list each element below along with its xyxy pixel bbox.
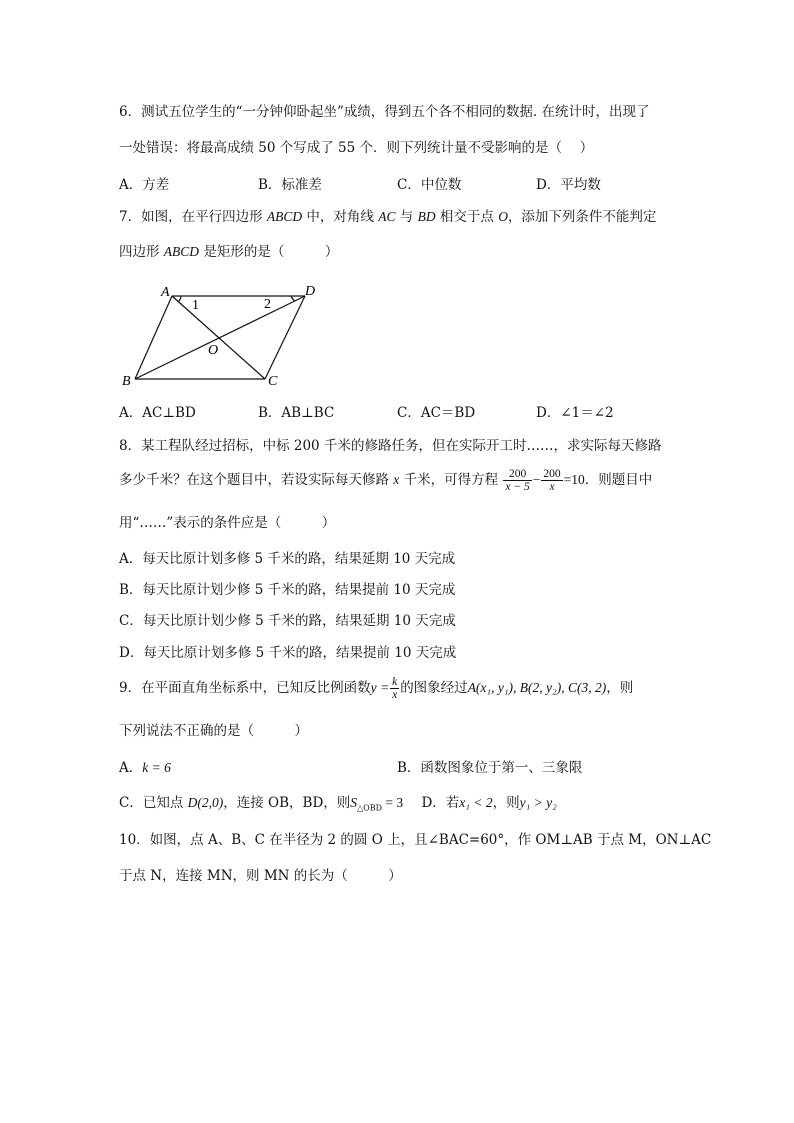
q8-option-d: D．每天比原计划多修 5 千米的路，结果提前 10 天完成 [119, 645, 457, 661]
q7-abcd: ABCD [163, 244, 200, 259]
label-angle1: 1 [192, 298, 199, 313]
q6-option-a: A．方差 [119, 177, 170, 193]
label-c: C [268, 374, 278, 389]
q7-text: 四边形 [119, 244, 164, 260]
q9-stem-line1 [119, 672, 633, 704]
q7-stem-line1 [119, 207, 656, 227]
q9-fraction-k-over-x [390, 676, 399, 701]
q9-area-value: = 3 [382, 795, 404, 810]
q8-x: x [393, 472, 400, 487]
q9-text: ，则 [606, 680, 634, 696]
q8-fraction-1 [503, 468, 531, 493]
frac-den: x − 5 [505, 481, 530, 493]
q9-option-b: B．函数图象位于第一、三象限 [397, 760, 583, 776]
q7-text: 是矩形的是（ ） [199, 244, 339, 260]
q7-bd: BD [417, 209, 436, 224]
q8-option-b: B．每天比原计划少修 5 千米的路，结果提前 10 天完成 [119, 582, 456, 598]
angle2-arc [291, 296, 295, 301]
q7-abcd: ABCD [266, 209, 303, 224]
q7-option-b: B．AB⊥BC [258, 405, 335, 421]
frac-num: 200 [543, 468, 561, 480]
q8-equals: =10 [563, 472, 585, 487]
q9-opt-label: A． [119, 760, 143, 776]
q8-stem-line1: 8．某工程队经过招标，中标 200 千米的修路任务，但在实际开工时……，求实际每天修路 [119, 438, 662, 454]
q9-area-s: S [350, 795, 358, 810]
q9-option-d-label: D．若 [421, 795, 460, 811]
label-b: B [122, 374, 131, 389]
q7-o: O [498, 209, 508, 224]
q7-text: 7．如图，在平行四边形 [119, 209, 267, 225]
q9-stem-line2: 下列说法不正确的是（ ） [119, 723, 308, 739]
q9-option-a [119, 758, 171, 778]
q7-option-d: D．∠1＝∠2 [536, 405, 614, 421]
q10-stem-line2: 于点 N，连接 MN，则 MN 的长为（ ） [119, 868, 402, 884]
label-a: A [161, 285, 170, 300]
q9-text: C．已知点 [119, 795, 188, 811]
frac-den: x [549, 481, 555, 493]
q9-opt-math: y₁ > y₂ [519, 795, 557, 810]
q8-minus: − [532, 472, 541, 487]
q7-text: 中，对角线 [302, 209, 379, 225]
q8-text: ．则题目中 [584, 472, 653, 488]
q8-text: 千米，可得方程 [399, 472, 499, 488]
frac-num: k [392, 676, 398, 688]
q9-option-c [119, 793, 557, 819]
diagonal-bd [135, 296, 305, 379]
q7-stem-line2 [119, 242, 338, 262]
q6-option-b: B．标准差 [258, 177, 322, 193]
q9-opt-math: x₁ < 2 [459, 795, 493, 810]
side-ba [135, 296, 172, 379]
label-o: O [208, 343, 219, 358]
q9-text: ，则 [492, 795, 520, 811]
label-angle2: 2 [264, 297, 271, 312]
q10-stem-line1: 10．如图，点 A、B、C 在半径为 2 的圆 O 上，且∠BAC=60°，作 OM⊥AB 于点 M，ON⊥AC [119, 832, 712, 848]
angle1-arc [178, 296, 181, 302]
q7-text: ，添加下列条件不能判定 [507, 209, 657, 225]
q9-text: 的图象经过 [400, 680, 468, 696]
q9-y-eq: y = [370, 680, 390, 695]
q9-text: ，连接 OB，BD，则 [223, 795, 351, 811]
q8-option-a: A．每天比原计划多修 5 千米的路，结果延期 10 天完成 [119, 551, 456, 567]
frac-den: x [392, 689, 398, 701]
q6-stem-line1: 6．测试五位学生的“一分钟仰卧起坐”成绩，得到五个各不相同的数据. 在统计时，出现了 [119, 104, 650, 120]
q9-text: 9．在平面直角坐标系中，已知反比例函数 [119, 680, 371, 696]
q7-parallelogram-figure [115, 278, 325, 390]
q6-stem-line2: 一处错误：将最高成绩 50 个写成了 55 个．则下列统计量不受影响的是（ ） [119, 140, 594, 156]
q7-ac: AC [378, 209, 396, 224]
q6-option-d: D．平均数 [536, 177, 601, 193]
q7-option-c: C．AC＝BD [397, 405, 476, 421]
q9-points: A(x₁, y₁), B(2, y₂), C(3, 2) [467, 680, 607, 695]
label-d: D [305, 284, 316, 299]
q6-option-c: C．中位数 [397, 177, 462, 193]
q7-text: 与 [395, 209, 418, 225]
q8-stem-line3: 用“……”表示的条件应是（ ） [119, 515, 336, 531]
q9-point-d: D(2,0) [187, 795, 224, 810]
q9-opt-math: k = 6 [142, 760, 171, 775]
q8-stem-line2 [119, 464, 652, 496]
q7-option-a: A．AC⊥BD [119, 405, 196, 421]
side-dc [265, 296, 305, 379]
q8-option-c: C．每天比原计划少修 5 千米的路，结果延期 10 天完成 [119, 613, 456, 629]
q9-area-sub: △OBD [357, 803, 383, 813]
q7-text: 相交于点 [435, 209, 499, 225]
diagonal-ac [172, 296, 265, 379]
q8-fraction-2 [541, 468, 562, 493]
q8-text: 多少千米？在这个题目中，若设实际每天修路 [119, 472, 394, 488]
frac-num: 200 [503, 468, 531, 481]
